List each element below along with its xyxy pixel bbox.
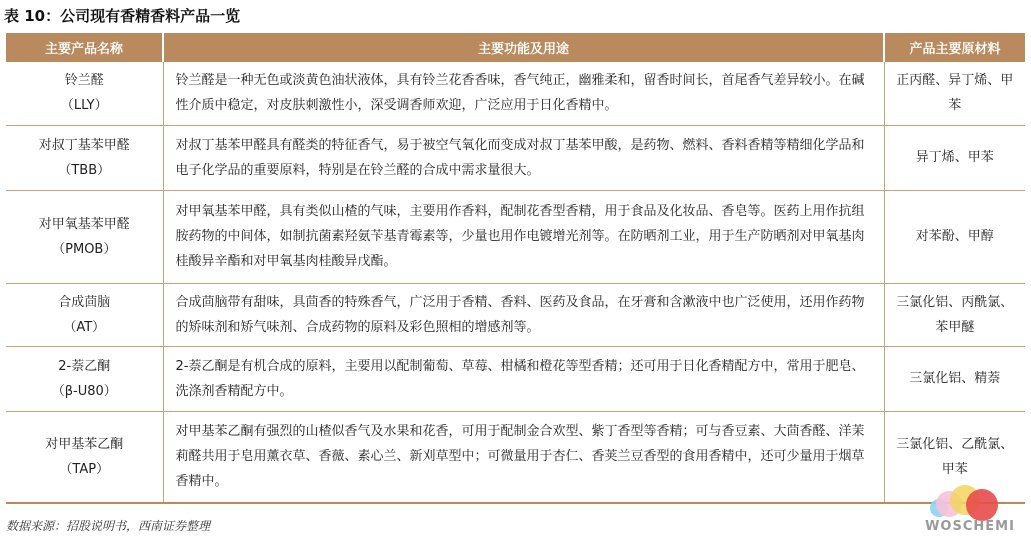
- raw-materials: 三氯化铝、精萘: [884, 346, 1025, 411]
- table-row: [6, 125, 1025, 190]
- table-row: [6, 283, 1025, 346]
- product-description: 铃兰醛是一种无色或淡黄色油状液体，具有铃兰花香香味，香气纯正，幽雅柔和，留香时间长，首尾香气差异较小。在碱性介质中稳定，对皮肤刺激性小，深受调香师欢迎，广泛应用于日化香精中。: [163, 62, 884, 125]
- header-raw-materials: 产品主要原材料: [884, 33, 1025, 62]
- product-code: （TAP）: [59, 461, 110, 477]
- product-table: [6, 33, 1025, 504]
- product-code: （TBB）: [58, 162, 111, 178]
- table-title: 表 10：公司现有香精香料产品一览: [4, 7, 241, 25]
- product-name: 对甲氧基苯甲醛: [38, 216, 130, 232]
- table-row: [6, 62, 1025, 125]
- table-header-row: [6, 33, 1025, 62]
- product-description: 对甲氧基苯甲醛，具有类似山楂的气味，主要用作香料，配制花香型香精，用于食品及化妆品、香皂等。医药上用作抗组胺药物的中间体，如制抗菌素羟氨苄基青霉素等，少量也用作电镀增光剂等。在防晒剂工业，用于生产防晒剂对甲氧基肉桂酸异辛酯和对甲氧基肉桂酸异戊酯。: [163, 190, 884, 283]
- data-source-note: 数据来源：招股说明书，西南证券整理: [6, 519, 211, 533]
- product-name: 铃兰醛: [64, 73, 104, 89]
- product-name: 合成茴脑: [58, 294, 111, 310]
- header-function-use: 主要功能及用途: [163, 33, 884, 62]
- logo-bubble-red: [966, 489, 998, 521]
- logo-wordmark: WOSCHEMI: [925, 519, 1015, 534]
- product-code: （β-U80）: [51, 383, 117, 399]
- product-description: 对叔丁基苯甲醛具有醛类的特征香气，易于被空气氧化而变成对叔丁基苯甲酸，是药物、燃料、香料香精等精细化学品和电子化学品的重要原料，特别是在铃兰醛的合成中需求量很大。: [163, 125, 884, 190]
- raw-materials: 三氯化铝、乙酰氯、甲苯: [884, 411, 1025, 503]
- product-code: （LLY）: [60, 98, 108, 114]
- table-row: [6, 346, 1025, 411]
- product-code: （AT）: [63, 319, 106, 335]
- product-code: （PMOB）: [52, 241, 117, 257]
- product-name-cell: [6, 411, 163, 503]
- raw-materials: 三氯化铝、丙酰氯、苯甲醚: [884, 283, 1025, 346]
- product-name-cell: [6, 62, 163, 125]
- product-name-cell: [6, 283, 163, 346]
- raw-materials: 对苯酚、甲醇: [884, 190, 1025, 283]
- table-row: [6, 190, 1025, 283]
- product-description: 合成茴脑带有甜味，具茴香的特殊香气，广泛用于香精、香料、医药及食品，在牙膏和含漱液中也广泛使用，还用作药物的矫味剂和矫气味剂、合成药物的原料及彩色照相的增感剂等。: [163, 283, 884, 346]
- header-product-name: 主要产品名称: [6, 33, 163, 62]
- table-row: [6, 411, 1025, 503]
- product-name: 对叔丁基苯甲醛: [38, 137, 130, 153]
- product-name-cell: [6, 190, 163, 283]
- product-name-cell: [6, 125, 163, 190]
- product-name: 2-萘乙酮: [58, 358, 111, 374]
- raw-materials: 异丁烯、甲苯: [884, 125, 1025, 190]
- product-name-cell: [6, 346, 163, 411]
- product-description: 对甲基苯乙酮有强烈的山楂似香气及水果和花香，可用于配制金合欢型、紫丁香型等香精；可与香豆素、大茴香醛、洋茉莉醛共用于皂用薰衣草、香薇、素心兰、新刈草型中；可微量用于杏仁、香荚兰豆香型的食用香精中，还可少量用于烟草香精中。: [163, 411, 884, 503]
- product-description: 2-萘乙酮是有机合成的原料，主要用以配制葡萄、草莓、柑橘和橙花等型香精；还可用于日化香精配方中，常用于肥皂、洗涤剂香精配方中。: [163, 346, 884, 411]
- product-name: 对甲基苯乙酮: [45, 436, 124, 452]
- raw-materials: 正丙醛、异丁烯、甲苯: [884, 62, 1025, 125]
- woschemi-logo: [914, 483, 1026, 539]
